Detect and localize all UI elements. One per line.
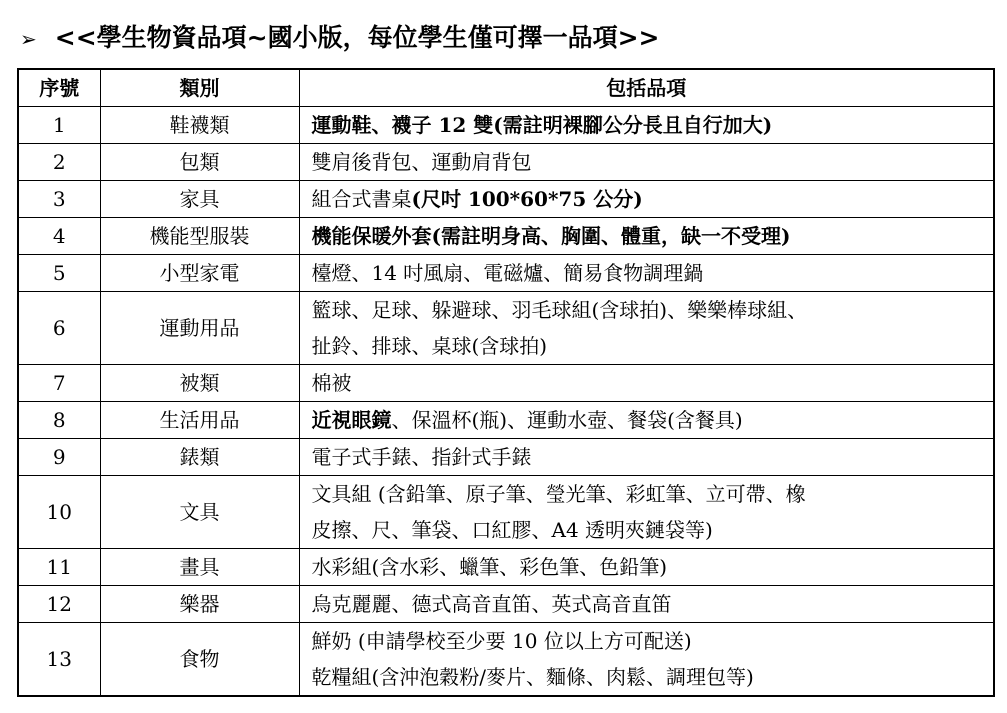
row-number: 10: [18, 476, 100, 549]
item-line: [312, 512, 982, 548]
row-category: 機能型服裝: [100, 218, 299, 255]
item-text: 、保溫杯(瓶)、運動水壺、餐袋(含餐具): [391, 408, 743, 432]
item-text-bold: (尺吋 100*60*75 公分): [411, 187, 643, 211]
table-row: [18, 218, 994, 255]
item-text: 皮擦、尺、筆袋、口紅膠、A4 透明夾鏈袋等): [311, 518, 713, 542]
item-line: [312, 107, 982, 143]
item-line: [312, 402, 982, 438]
table-row: [18, 402, 994, 439]
table-row: [18, 107, 994, 144]
item-line: [312, 144, 982, 180]
row-category: 被類: [100, 365, 299, 402]
item-line: [312, 476, 982, 512]
table-row: [18, 623, 994, 697]
row-category: 生活用品: [100, 402, 299, 439]
table-row: [18, 144, 994, 181]
item-text-bold: 運動鞋、襪子 12 雙(需註明裸腳公分長且自行加大): [311, 113, 773, 137]
row-items: [299, 255, 994, 292]
row-category: 家具: [100, 181, 299, 218]
item-text: 組合式書桌: [311, 187, 412, 211]
table-row: [18, 255, 994, 292]
row-items: [299, 586, 994, 623]
item-line: [312, 181, 982, 217]
table-row: [18, 586, 994, 623]
row-items: [299, 107, 994, 144]
item-line: [312, 328, 982, 364]
row-category: 食物: [100, 623, 299, 697]
row-number: 2: [18, 144, 100, 181]
item-text: 檯燈、14 吋風扇、電磁爐、簡易食物調理鍋: [311, 261, 704, 285]
row-number: 9: [18, 439, 100, 476]
table-row: [18, 365, 994, 402]
item-text: 乾糧組(含沖泡穀粉/麥片、麵條、肉鬆、調理包等): [311, 665, 754, 689]
item-text: 鮮奶 (申請學校至少要 10 位以上方可配送): [311, 629, 692, 653]
item-text: 雙肩後背包、運動肩背包: [311, 150, 532, 174]
item-line: [312, 439, 982, 475]
row-category: 文具: [100, 476, 299, 549]
item-text-bold: 近視眼鏡: [311, 408, 392, 432]
row-category: 鞋襪類: [100, 107, 299, 144]
row-items: [299, 549, 994, 586]
row-items: [299, 476, 994, 549]
row-number: 12: [18, 586, 100, 623]
table-row: [18, 549, 994, 586]
row-items: [299, 181, 994, 218]
row-items: [299, 144, 994, 181]
row-number: 8: [18, 402, 100, 439]
row-number: 11: [18, 549, 100, 586]
item-line: [312, 549, 982, 585]
table-row: [18, 181, 994, 218]
row-items: [299, 218, 994, 255]
row-number: 6: [18, 292, 100, 365]
item-text: 棉被: [311, 371, 352, 395]
items-table: [17, 68, 995, 697]
row-items: [299, 292, 994, 365]
row-category: 錶類: [100, 439, 299, 476]
header-category: 類別: [100, 69, 299, 107]
row-items: [299, 623, 994, 697]
table-row: [18, 439, 994, 476]
row-category: 樂器: [100, 586, 299, 623]
item-text: 電子式手錶、指針式手錶: [311, 445, 532, 469]
row-number: 13: [18, 623, 100, 697]
item-text: 籃球、足球、躲避球、羽毛球組(含球拍)、樂樂棒球組、: [311, 298, 808, 322]
row-number: 5: [18, 255, 100, 292]
item-line: [312, 659, 982, 695]
table-header-row: [18, 69, 994, 107]
item-line: [312, 292, 982, 328]
row-category: 小型家電: [100, 255, 299, 292]
item-text: 文具組 (含鉛筆、原子筆、瑩光筆、彩虹筆、立可帶、橡: [311, 482, 806, 506]
item-text: 烏克麗麗、德式高音直笛、英式高音直笛: [311, 592, 672, 616]
header-no: 序號: [18, 69, 100, 107]
item-line: [312, 218, 982, 254]
row-items: [299, 402, 994, 439]
header-items: 包括品項: [299, 69, 994, 107]
item-line: [312, 365, 982, 401]
item-line: [312, 255, 982, 291]
item-text-bold: 機能保暖外套(需註明身高、胸圍、體重，缺一不受理): [311, 224, 791, 248]
table-row: [18, 476, 994, 549]
row-number: 1: [18, 107, 100, 144]
row-number: 4: [18, 218, 100, 255]
item-line: [312, 623, 982, 659]
title-text: <<學生物資品項~國小版，每位學生僅可擇一品項>>: [54, 23, 660, 52]
row-number: 7: [18, 365, 100, 402]
item-text: 水彩組(含水彩、蠟筆、彩色筆、色鉛筆): [311, 555, 668, 579]
row-items: [299, 365, 994, 402]
item-text: 扯鈴、排球、桌球(含球拍): [311, 334, 548, 358]
row-items: [299, 439, 994, 476]
arrow-bullet-icon: ➢: [20, 27, 37, 51]
row-category: 畫具: [100, 549, 299, 586]
table-row: [18, 292, 994, 365]
page-title: [20, 18, 660, 54]
item-line: [312, 586, 982, 622]
row-category: 包類: [100, 144, 299, 181]
row-number: 3: [18, 181, 100, 218]
row-category: 運動用品: [100, 292, 299, 365]
